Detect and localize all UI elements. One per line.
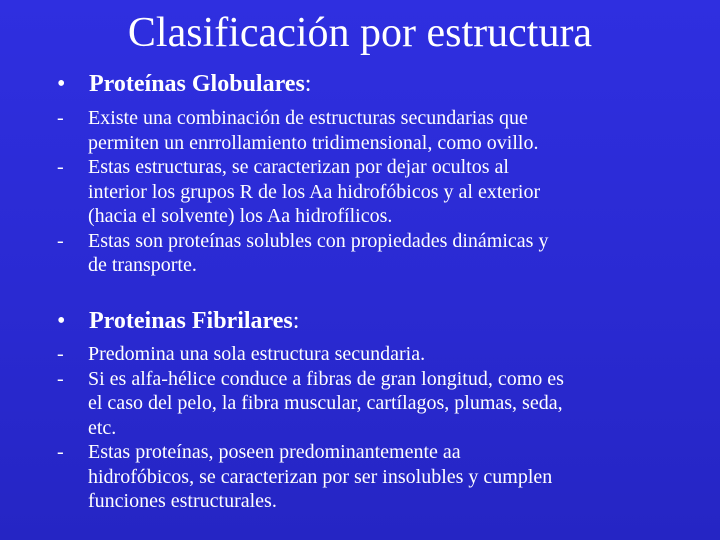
item-line: Si es alfa-hélice conduce a fibras de gran longitud, como es — [88, 367, 564, 390]
dash-marker: - — [57, 441, 64, 463]
item-line: interior los grupos R de los Aa hidrofóbicos y al exterior — [88, 180, 541, 203]
list-item — [57, 155, 697, 229]
item-line: Predomina una sola estructura secundaria. — [88, 343, 426, 365]
dash-marker: - — [57, 156, 64, 178]
dash-marker: - — [57, 107, 64, 129]
slide-title: Clasificación por estructura — [127, 10, 593, 56]
item-line: de transporte. — [88, 254, 197, 276]
fibrilares-list — [57, 342, 697, 514]
item-line: Estas estructuras, se caracterizan por dejar ocultos al — [88, 156, 509, 178]
list-item — [57, 342, 697, 367]
section-heading-fibrilares — [57, 307, 299, 335]
item-line: Estas son proteínas solubles con propiedades dinámicas y — [88, 229, 549, 252]
item-line: (hacia el solvente) los Aa hidrofílicos. — [88, 205, 393, 227]
dash-marker: - — [57, 367, 64, 390]
section-heading-globulares — [57, 70, 311, 98]
list-item — [57, 229, 697, 278]
dash-marker: - — [57, 229, 64, 252]
bullet-icon: • — [57, 308, 66, 334]
heading-text: Proteinas Fibrilares — [89, 308, 293, 334]
dash-marker: - — [57, 343, 64, 365]
item-line: Estas proteínas, poseen predominantemente aa — [88, 441, 461, 463]
item-line: Existe una combinación de estructuras secundarias que — [88, 107, 528, 129]
item-line: el caso del pelo, la fibra muscular, cartílagos, plumas, seda, — [88, 392, 563, 414]
heading-text: Proteínas Globulares — [89, 71, 305, 97]
item-line: permiten un enrrollamiento tridimensional, como ovillo. — [88, 131, 539, 154]
bullet-icon: • — [57, 71, 66, 97]
heading-colon: : — [292, 308, 300, 334]
list-item — [57, 106, 697, 155]
globulares-list — [57, 106, 697, 278]
heading-colon: : — [304, 71, 312, 97]
item-line: funciones estructurales. — [88, 490, 277, 512]
list-item — [57, 367, 697, 441]
list-item — [57, 440, 697, 514]
item-line: etc. — [88, 416, 117, 439]
item-line: hidrofóbicos, se caracterizan por ser insolubles y cumplen — [88, 465, 553, 488]
